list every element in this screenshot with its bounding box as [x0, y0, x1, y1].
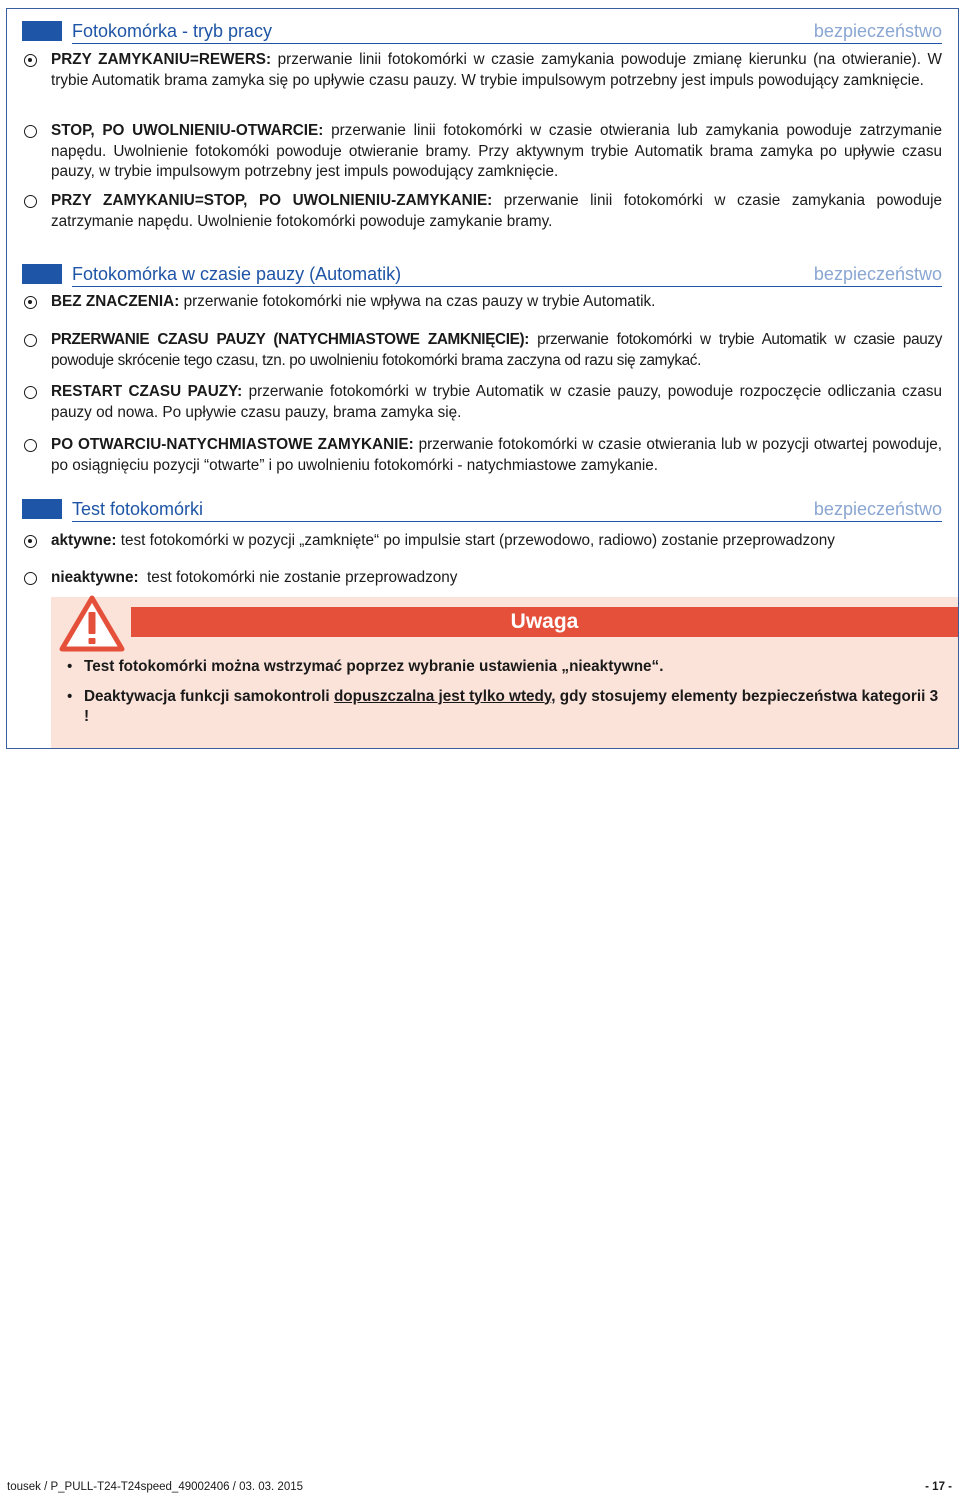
warning-box [51, 597, 958, 748]
section-underline [72, 521, 942, 522]
option-text: nieaktywne: test fotokomórki nie zostanie przeprowadzony [51, 569, 458, 586]
warning-title-bar [131, 607, 958, 637]
option-restart-czasu-pauzy[interactable] [24, 382, 942, 423]
option-przy-zamykaniu-rewers[interactable] [24, 50, 942, 91]
option-text: PRZERWANIE CZASU PAUZY (NATYCHMIASTOWE ZAMKNIĘCIE): przerwanie fotokomórki w trybie Automatik w czasie pauzy powoduje skrócenie tego czasu, tzn. po uwolnieniu fotokomórki brama zaczyna od razu się zamykać. [51, 331, 942, 369]
option-po-otwarciu-natychmiastowe[interactable] [24, 435, 942, 476]
warning-list [67, 657, 944, 737]
option-text: aktywne: test fotokomórki w pozycji „zamknięte“ po impulsie start (przewodowo, radiowo) zostanie przeprowadzony [51, 532, 835, 549]
section-header-test [22, 499, 942, 521]
section-title: Fotokomórka - tryb pracy [72, 21, 273, 41]
section-header-pauza [22, 264, 942, 286]
option-przerwanie-czasu-pauzy[interactable] [24, 330, 942, 371]
option-text: RESTART CZASU PAUZY: przerwanie fotokomórki w trybie Automatik w czasie pauzy, powoduje rozpoczęcie odliczania czasu pauzy od nowa. Po upływie czasu pauzy, brama zamyka się. [51, 383, 943, 421]
section-header-tryb-pracy [22, 21, 942, 43]
section-tag: bezpieczeństwo [813, 21, 942, 41]
option-nieaktywne[interactable] [24, 568, 942, 589]
warning-triangle-icon [59, 595, 125, 653]
option-przy-zamykaniu-stop[interactable] [24, 191, 942, 232]
option-text: STOP, PO UWOLNIENIU-OTWARCIE: przerwanie linii fotokomórki w czasie otwierania lub zamykania powoduje zatrzymanie napędu. Uwolnienie fotokomóki powoduje otwieranie bramy. Przy aktywnym trybie Automatik brama zamyka po upływie czasu pauzy, w trybie impulsowym potrzebny jest impuls powodujący zamknięcie. [51, 122, 942, 180]
warning-item: • Test fotokomórki można wstrzymać poprzez wybranie ustawienia „nieaktywne“. [67, 657, 944, 678]
section-underline [72, 43, 942, 44]
section-title: Test fotokomórki [72, 499, 204, 519]
radio-selected-icon[interactable] [24, 54, 37, 67]
radio-icon[interactable] [24, 572, 37, 585]
section-tag: bezpieczeństwo [813, 264, 942, 284]
section-marker [22, 21, 62, 41]
radio-selected-icon[interactable] [24, 535, 37, 548]
radio-icon[interactable] [24, 386, 37, 399]
warning-item: • Deaktywacja funkcji samokontroli dopuszczalna jest tylko wtedy, gdy stosujemy elementy bezpieczeństwa kategorii 3 ! [67, 687, 944, 728]
radio-icon[interactable] [24, 439, 37, 452]
section-marker [22, 264, 62, 284]
page-number: - 17 - [925, 1481, 952, 1493]
radio-icon[interactable] [24, 195, 37, 208]
section-tag: bezpieczeństwo [813, 499, 942, 519]
option-text: BEZ ZNACZENIA: przerwanie fotokomórki nie wpływa na czas pauzy w trybie Automatik. [51, 293, 656, 310]
option-bez-znaczenia[interactable] [24, 292, 942, 313]
warning-title: Uwaga [510, 610, 579, 633]
option-text: PRZY ZAMYKANIU=STOP, PO UWOLNIENIU-ZAMYKANIE: przerwanie linii fotokomórki w czasie zamykania powoduje zatrzymanie napędu. Uwolnienie fotokomórki powoduje zamykanie bramy. [51, 192, 942, 230]
section-title: Fotokomórka w czasie pauzy (Automatik) [72, 264, 402, 284]
radio-icon[interactable] [24, 125, 37, 138]
radio-icon[interactable] [24, 334, 37, 347]
option-text: PO OTWARCIU-NATYCHMIASTOWE ZAMYKANIE: przerwanie fotokomórki w czasie otwierania lub w pozycji otwartej powoduje, po osiągnięciu pozycji “otwarte” i po uwolnieniu fotokomórki - natychmiastowe zamykanie. [51, 436, 942, 474]
radio-selected-icon[interactable] [24, 296, 37, 309]
option-stop-po-uwolnieniu-otwarcie[interactable] [24, 121, 942, 183]
option-text: PRZY ZAMYKANIU=REWERS: przerwanie linii fotokomórki w czasie zamykania powoduje zmianę kierunku (na otwieranie). W trybie Automatik brama zamyka się po upływie czasu pauzy. W trybie impulsowym potrzebny jest impuls powodujący zamknięcie. [51, 51, 942, 89]
section-marker [22, 499, 62, 519]
option-aktywne[interactable] [24, 531, 942, 552]
footer-doc-info: tousek / P_PULL-T24-T24speed_49002406 / 03. 03. 2015 [7, 1481, 304, 1493]
section-underline [72, 286, 942, 287]
